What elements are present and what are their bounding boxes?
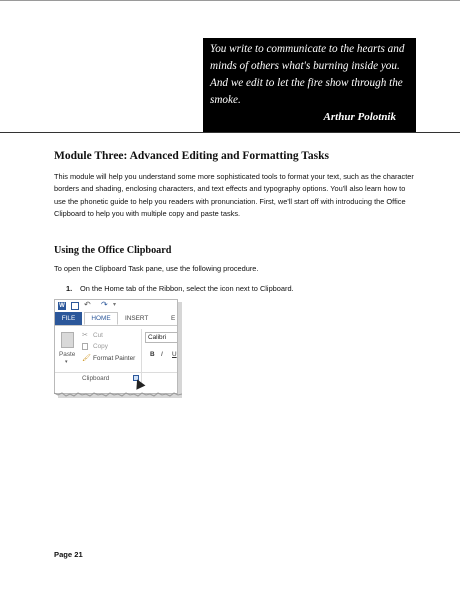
copy-icon [82,343,88,350]
font-name: Calibri [148,334,167,341]
undo-icon[interactable]: ↶ [84,300,91,309]
quote-rule [0,132,460,133]
quote-text: You write to communicate to the hearts and minds of others what's burning inside you. And we edit to let the fire show through the smoke. [210,43,405,106]
quote-author: Arthur Polotnik [323,111,396,123]
chevron-down-icon[interactable]: ▾ [113,302,117,308]
step-text: On the Home tab of the Ribbon, select the icon next to Clipboard. [80,284,294,293]
procedure-text: To open the Clipboard Task pane, use the following procedure. [54,264,259,273]
section-title: Using the Office Clipboard [54,245,172,256]
top-rule [0,0,460,1]
format-painter-icon: 🖌 [82,355,91,362]
cut-button[interactable]: Cut [93,332,103,339]
torn-edge [54,392,182,398]
tab-partial[interactable]: E [171,315,176,322]
format-painter-button[interactable]: Format Painter [93,355,136,362]
font-name-box[interactable] [145,332,178,343]
ribbon-tabs [55,312,177,326]
cut-icon: ✂ [82,332,88,339]
clipboard-group-label: Clipboard [82,375,110,382]
ribbon-screenshot [54,299,178,394]
paste-button[interactable]: Paste [59,351,76,358]
module-intro: This module will help you understand some more sophisticated tools to format your text, such as the character borders and shading, enclosing characters, and text effects and typography options. You'll also learn how to use the phonetic guide to help you readers with pronunciation. First, we'll start off with introducing the Office Clipboard to help you with multiple copy and paste tasks. [54,172,414,219]
paste-dropdown-icon[interactable]: ▾ [65,359,68,365]
step-number: 1. [66,284,73,293]
italic-button[interactable]: I [161,351,163,358]
module-title: Module Three: Advanced Editing and Formatting Tasks [54,150,329,162]
word-icon: W [59,303,65,309]
tab-file[interactable]: FILE [55,312,82,325]
tab-insert[interactable]: INSERT [125,315,149,322]
tab-home[interactable]: HOME [84,312,118,325]
page-number: Page 21 [54,550,83,559]
redo-icon[interactable]: ↷ [101,300,108,309]
copy-button[interactable]: Copy [93,343,108,350]
group-divider [55,372,177,373]
bold-button[interactable]: B [150,351,155,358]
underline-button[interactable]: U [172,351,177,358]
save-icon[interactable] [71,302,79,310]
step-1 [66,284,294,293]
quote-box [203,38,416,133]
paste-icon[interactable] [61,332,74,348]
quick-access-toolbar [55,300,177,312]
